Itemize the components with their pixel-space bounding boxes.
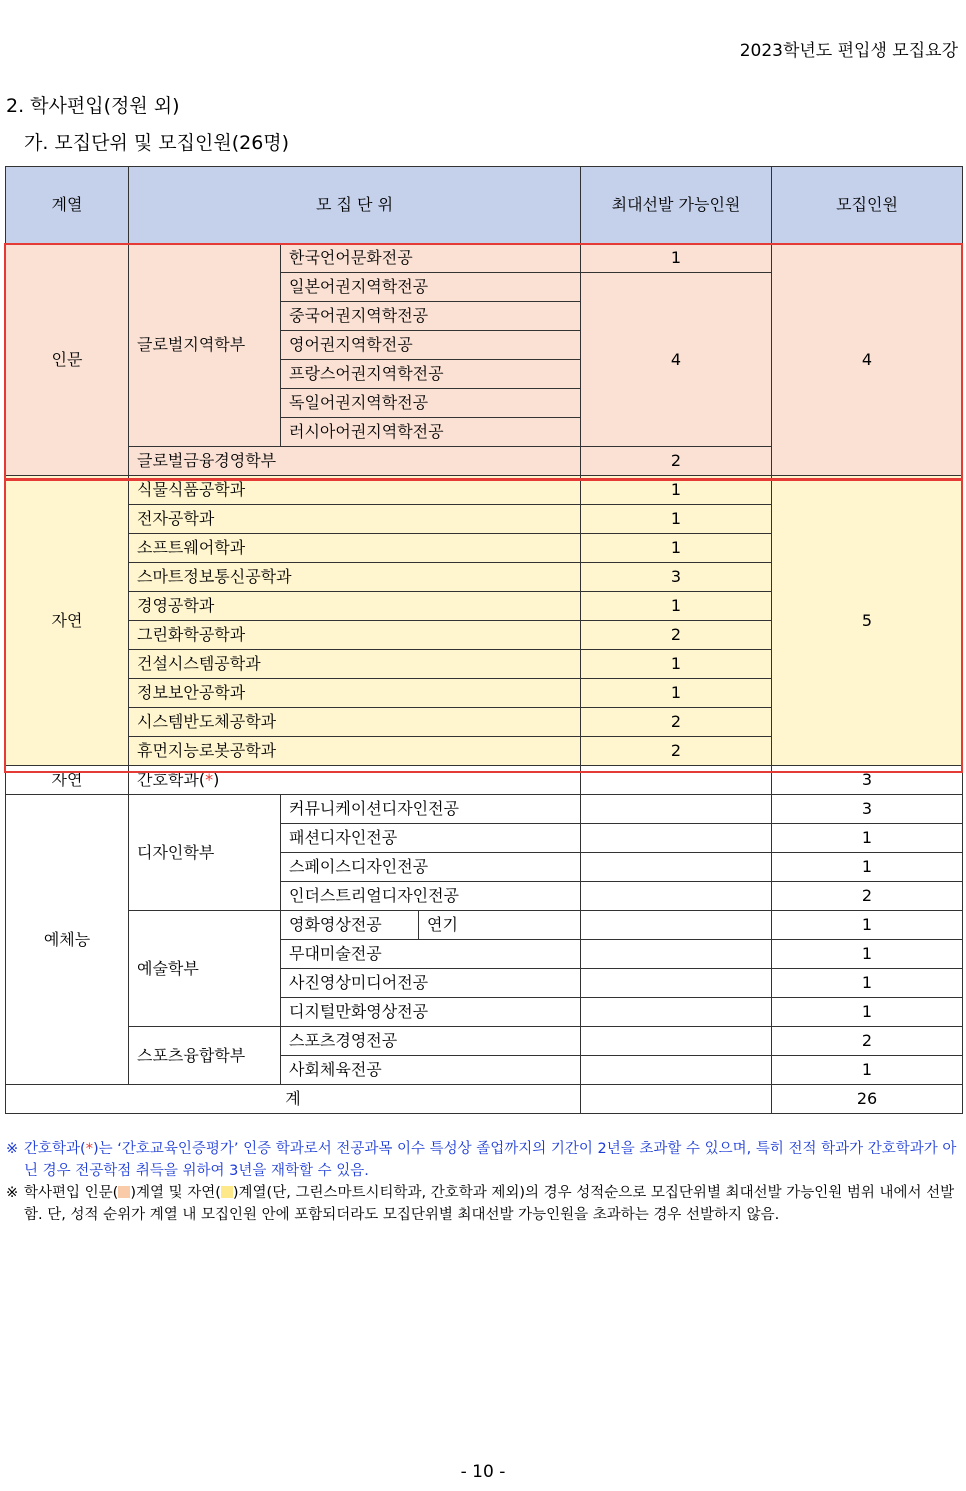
quota-value: 1 [772,969,963,998]
major-name: 인더스트리얼디자인전공 [281,882,581,911]
table-row [6,244,963,273]
total-label: 계 [6,1085,581,1114]
note-mark: ※ [6,1141,19,1157]
note1-part-b: )는 ‘간호교육인증평가’ 인증 학과로서 전공과목 이수 특성상 졸업까지의 기간이 2년을 초과할 수 있으며, 특히 전적 학과가 간호학과가 아닌 경우 전공학점 취득을 위하여 3년을 재학할 수 있음. [24,1141,957,1179]
major-name: 커뮤니케이션디자인전공 [281,795,581,824]
dept-name: 시스템반도체공학과 [129,708,581,737]
humanities-swatch-icon [118,1186,130,1198]
dept-nursing-label: 간호학과( [137,770,206,789]
header-field: 계열 [6,167,129,244]
nursing-asterisk: * [85,1141,93,1157]
natural-swatch-icon [221,1186,233,1198]
major-name: 사진영상미디어전공 [281,969,581,998]
dept-name: 소프트웨어학과 [129,534,581,563]
dept-name: 그린화학공학과 [129,621,581,650]
max-value: 1 [581,650,772,679]
table-row [6,766,963,795]
note1-part-a: 간호학과( [24,1141,86,1157]
major-name: 스페이스디자인전공 [281,853,581,882]
section-title: 2. 학사편입(정원 외) [6,95,180,117]
note-text [24,1182,958,1226]
header-quota: 모집인원 [772,167,963,244]
note-nursing [6,1138,958,1182]
max-value: 1 [581,476,772,505]
major-name: 무대미술전공 [281,940,581,969]
dept-name: 휴먼지능로봇공학과 [129,737,581,766]
quota-table [5,166,963,1114]
dept-sports: 스포츠융합학부 [129,1027,281,1085]
section-subtitle: 가. 모집단위 및 모집인원(26명) [24,132,290,154]
max-value: 2 [581,737,772,766]
quota-humanities: 4 [772,244,963,476]
max-value-empty [581,1027,772,1056]
major-name: 한국언어문화전공 [281,244,581,273]
quota-value: 2 [772,882,963,911]
max-value: 1 [581,679,772,708]
max-value-empty [581,1056,772,1085]
note2-part-b: )계열 및 자연( [130,1185,221,1201]
note2-part-a: 학사편입 인문( [24,1185,119,1201]
dept-design: 디자인학부 [129,795,281,911]
major-name: 중국어권지역학전공 [281,302,581,331]
max-value-empty [581,853,772,882]
dept-name: 정보보안공학과 [129,679,581,708]
quota-value: 2 [772,1027,963,1056]
table-row [6,1027,963,1056]
max-value-empty [581,998,772,1027]
dept-art: 예술학부 [129,911,281,1027]
max-value-empty [581,911,772,940]
quota-value: 3 [772,795,963,824]
major-track: 연기 [419,911,581,940]
total-row [6,1085,963,1114]
dept-name: 전자공학과 [129,505,581,534]
document-header: 2023학년도 편입생 모집요강 [739,41,958,61]
max-value: 2 [581,621,772,650]
max-value: 1 [581,534,772,563]
major-name: 일본어권지역학전공 [281,273,581,302]
quota-value: 1 [772,911,963,940]
max-value-empty [581,969,772,998]
max-value-empty [581,882,772,911]
field-natural: 자연 [6,476,129,766]
dept-global-finance: 글로벌금융경영학부 [129,447,581,476]
table-header-row [6,167,963,244]
dept-nursing-close: ) [213,770,220,789]
page-number: - 10 - [460,1462,506,1482]
field-humanities: 인문 [6,244,129,476]
max-value-empty [581,766,772,795]
major-name: 패션디자인전공 [281,824,581,853]
quota-value: 1 [772,1056,963,1085]
max-value: 1 [581,244,772,273]
max-value-empty [581,795,772,824]
table-row [6,795,963,824]
major-name: 러시아어권지역학전공 [281,418,581,447]
dept-name: 경영공학과 [129,592,581,621]
max-value-empty [581,824,772,853]
table-row [6,911,963,940]
major-name: 프랑스어권지역학전공 [281,360,581,389]
dept-nursing [129,766,581,795]
quota-value: 1 [772,824,963,853]
dept-global-regional: 글로벌지역학부 [129,244,281,447]
dept-name: 식물식품공학과 [129,476,581,505]
header-unit: 모 집 단 위 [129,167,581,244]
note2-part-c: )계열(단, 그린스마트시티학과, 간호학과 제외)의 경우 성적순으로 모집단위별 최대선발 가능인원 범위 내에서 선발함. 단, 성적 순위가 계열 내 모집인원 안에 포함되더라도 모집단위별 최대선발 가능인원을 초과하는 경우 선발하지 않음. [24,1185,955,1223]
total-quota: 26 [772,1085,963,1114]
quota-value: 1 [772,998,963,1027]
quota-value: 1 [772,940,963,969]
max-value: 2 [581,447,772,476]
field-nursing: 자연 [6,766,129,795]
quota-natural: 5 [772,476,963,766]
major-name: 독일어권지역학전공 [281,389,581,418]
max-value-empty [581,940,772,969]
max-value-empty [581,1085,772,1114]
note-mark: ※ [6,1185,19,1201]
header-max: 최대선발 가능인원 [581,167,772,244]
major-name: 사회체육전공 [281,1056,581,1085]
max-value: 1 [581,592,772,621]
note-selection [6,1182,958,1226]
major-name: 디지털만화영상전공 [281,998,581,1027]
major-name: 스포츠경영전공 [281,1027,581,1056]
table-row [6,476,963,505]
max-value: 1 [581,505,772,534]
dept-name: 건설시스템공학과 [129,650,581,679]
max-value: 2 [581,708,772,737]
major-name: 영어권지역학전공 [281,331,581,360]
note-text [24,1138,958,1182]
field-arts: 예체능 [6,795,129,1085]
max-value-group: 4 [581,273,772,447]
major-name: 영화영상전공 [281,911,419,940]
quota-nursing: 3 [772,766,963,795]
footnotes [6,1138,958,1226]
max-value: 3 [581,563,772,592]
dept-name: 스마트정보통신공학과 [129,563,581,592]
quota-value: 1 [772,853,963,882]
nursing-asterisk: * [205,770,214,789]
